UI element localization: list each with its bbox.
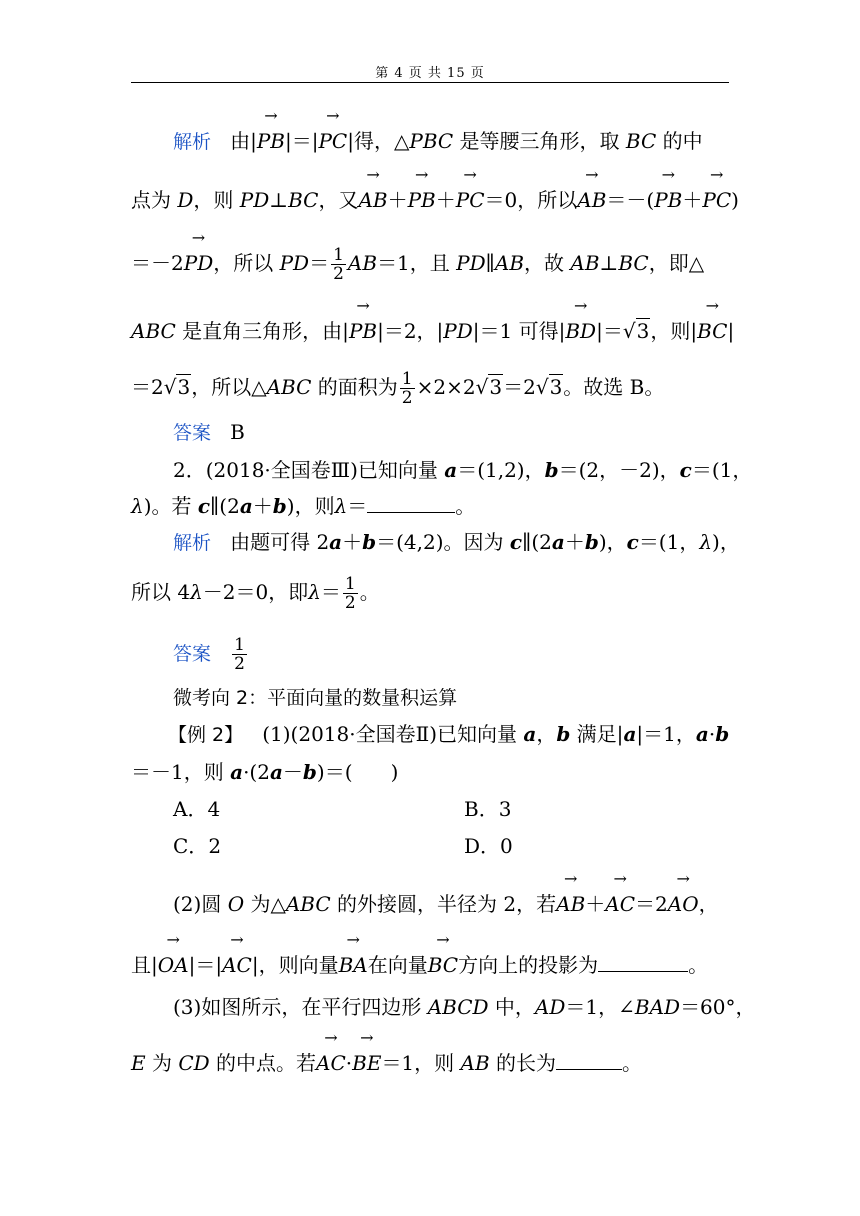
example-tag: 【例 2】 (168, 724, 244, 746)
example-part3-line-2: E 为 CD 的中点。若→ AC·→ BE＝1，则 AB 的长为 。 (131, 1049, 642, 1077)
answer-line-2: 答案 $\frac{1}{2}$ (173, 635, 245, 674)
page-header: 第 4 页 共 15 页 (375, 66, 485, 81)
option-c[interactable]: C．2 (173, 834, 222, 858)
solution-line-3: ＝－2→ PD，所以 PD＝ $\frac{1}{2}$ AB＝1，且 PD∥AB，故 AB⊥BC，即△ (131, 246, 704, 283)
example-line-2: ＝－1，则 a·(2a－b)＝( ) (131, 760, 399, 784)
question2-line-1: 2．(2018·全国卷Ⅲ)已知向量 a＝(1,2)，b＝(2，－2)，c＝(1， (173, 458, 753, 482)
answer-label: 答案 (173, 422, 212, 444)
answer-blank[interactable] (367, 492, 455, 513)
answer-line-1 (173, 418, 245, 447)
solution-label: 解析 (173, 131, 212, 153)
example-part2-line-1: (2)圆 O 为△ABC 的外接圆，半径为 2，若→ AB＋→ AC＝2→ AO， (173, 890, 719, 918)
question2-line-2: λ)。若 c∥(2a＋b)，则λ＝ 。 (131, 494, 476, 518)
solution-line-4: ABC 是直角三角形，由|→ PB|＝2，|PD|＝1 可得|→ BD|＝√3，则|→ BC| (131, 317, 734, 345)
example-part2-line-2: 且|→ OA|＝|→ AC|，则向量→ BA在向量→ BC方向上的投影为 。 (131, 951, 708, 979)
question2-solution-line-1: 解析 由题可得 2a＋b＝(4,2)。因为 c∥(2a＋b)，c＝(1，λ)， (173, 530, 740, 554)
option-a[interactable]: A．4 (173, 797, 221, 821)
projection-blank[interactable] (598, 951, 688, 972)
example-part3-line-1: (3)如图所示，在平行四边形 ABCD 中，AD＝1，∠BAD＝60°， (173, 995, 756, 1019)
question2-solution-line-2: 所以 4λ－2＝0，即λ＝ $\frac{1}{2}$ 。 (131, 574, 380, 613)
fraction-half: $\frac{1}{2}$ (333, 245, 344, 284)
solution-line-1: 解析 由|→ PB|＝|→ PC|得，△PBC 是等腰三角形，取 BC 的中 (173, 127, 703, 156)
answer-fraction: $\frac{1}{2}$ (234, 635, 245, 674)
length-blank[interactable] (556, 1049, 622, 1070)
solution-line-2: 点为 D，则 PD⊥BC，又→ AB＋→ PB＋→ PC＝0，所以→ AB＝－(→ PB＋→ PC) (131, 186, 739, 214)
section-title: 微考向 2：平面向量的数量积运算 (173, 687, 458, 709)
option-b[interactable]: B．3 (464, 797, 512, 821)
answer-value: B (230, 420, 245, 444)
header-rule (131, 82, 729, 83)
solution-line-5: ＝2√3，所以△ABC 的面积为 $\frac{1}{2}$ ×2×2√3＝2√3。故选 B。 (131, 369, 665, 408)
option-d[interactable]: D．0 (464, 834, 513, 858)
example-line-1: 【例 2】 (1)(2018·全国卷Ⅱ)已知向量 a，b 满足|a|＝1，a·b (168, 722, 730, 746)
